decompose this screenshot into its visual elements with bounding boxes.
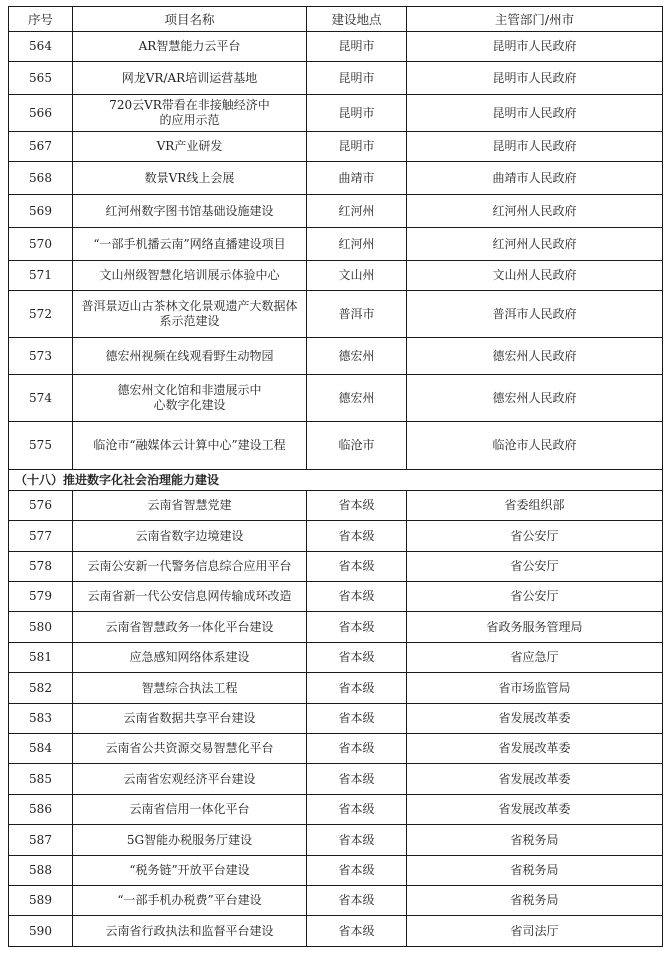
row-dept: 文山州人民政府	[407, 261, 663, 291]
row-site: 省本级	[307, 612, 407, 643]
row-name	[73, 195, 307, 228]
row-name	[73, 228, 307, 261]
row-site: 省本级	[307, 582, 407, 612]
row-dept: 省市场监管局	[407, 673, 663, 704]
row-name	[73, 95, 307, 132]
row-no: 580	[9, 612, 73, 643]
row-site: 省本级	[307, 795, 407, 825]
row-no: 572	[9, 291, 73, 338]
row-no: 570	[9, 228, 73, 261]
row-no: 569	[9, 195, 73, 228]
row-dept: 临沧市人民政府	[407, 422, 663, 470]
row-name: 智慧综合执法工程	[73, 673, 307, 704]
table-row	[9, 375, 663, 422]
row-dept: 昆明市人民政府	[407, 95, 663, 132]
row-no: 586	[9, 795, 73, 825]
row-name-text: 临沧市“融媒体云计算中心”建设工程	[93, 438, 286, 452]
row-name: 云南省新一代公安信息网传输成环改造	[73, 582, 307, 612]
row-dept: 省发展改革委	[407, 764, 663, 795]
table-row	[9, 734, 663, 764]
table-row	[9, 825, 663, 856]
table-row	[9, 228, 663, 261]
table-row	[9, 162, 663, 195]
row-dept: 红河州人民政府	[407, 228, 663, 261]
row-name-text: AR智慧能力云平台	[138, 39, 241, 53]
row-site: 省本级	[307, 886, 407, 916]
row-no: 583	[9, 704, 73, 734]
row-site: 省本级	[307, 643, 407, 673]
row-name-text: VR产业研发	[156, 139, 223, 153]
row-name: 云南省行政执法和监督平台建设	[73, 916, 307, 947]
row-name	[73, 162, 307, 195]
table-row	[9, 552, 663, 582]
table-row	[9, 582, 663, 612]
row-site: 省本级	[307, 552, 407, 582]
row-dept: 红河州人民政府	[407, 195, 663, 228]
row-site: 省本级	[307, 916, 407, 947]
row-name: 云南省数字边境建设	[73, 521, 307, 552]
table-row	[9, 916, 663, 947]
row-name-text: 普洱景迈山古茶林文化景观遗产大数据体系示范建设	[81, 299, 298, 328]
row-site: 省本级	[307, 856, 407, 886]
row-site: 德宏州	[307, 338, 407, 375]
table-row	[9, 491, 663, 521]
table-row	[9, 612, 663, 643]
table-row	[9, 856, 663, 886]
row-site: 省本级	[307, 673, 407, 704]
row-site: 红河州	[307, 195, 407, 228]
table-row	[9, 261, 663, 291]
section-title: （十八）推进数字化社会治理能力建设	[9, 470, 663, 491]
row-site: 昆明市	[307, 62, 407, 95]
row-dept: 昆明市人民政府	[407, 132, 663, 162]
row-name-text: 德宏州文化馆和非遗展示中心数字化建设	[117, 383, 262, 412]
row-dept: 省发展改革委	[407, 734, 663, 764]
project-table	[8, 6, 663, 947]
row-no: 571	[9, 261, 73, 291]
table-row	[9, 704, 663, 734]
row-site: 红河州	[307, 228, 407, 261]
row-dept: 省委组织部	[407, 491, 663, 521]
row-dept: 省司法厅	[407, 916, 663, 947]
row-no: 579	[9, 582, 73, 612]
row-no: 578	[9, 552, 73, 582]
row-dept: 省税务局	[407, 825, 663, 856]
row-name-text: 网龙VR/AR培训运营基地	[121, 70, 258, 85]
table-row	[9, 886, 663, 916]
row-no: 577	[9, 521, 73, 552]
table-row	[9, 521, 663, 552]
row-site: 普洱市	[307, 291, 407, 338]
row-name-text: 720云VR带看在非接触经济中的应用示范	[109, 98, 270, 127]
row-name	[73, 375, 307, 422]
row-site: 省本级	[307, 491, 407, 521]
row-site: 昆明市	[307, 95, 407, 132]
table-row	[9, 643, 663, 673]
row-no: 565	[9, 62, 73, 95]
row-site: 省本级	[307, 734, 407, 764]
row-dept: 省税务局	[407, 856, 663, 886]
row-name-text: 德宏州视频在线观看野生动物园	[105, 348, 274, 363]
row-dept: 省政务服务管理局	[407, 612, 663, 643]
row-name-text: 红河州数字图书馆基础设施建设	[105, 203, 274, 218]
row-name: 云南省数据共享平台建设	[73, 704, 307, 734]
row-dept: 省应急厅	[407, 643, 663, 673]
row-name: 云南省智慧政务一体化平台建设	[73, 612, 307, 643]
row-name: 云南省信用一体化平台	[73, 795, 307, 825]
row-no: 589	[9, 886, 73, 916]
row-site: 昆明市	[307, 132, 407, 162]
row-site: 昆明市	[307, 32, 407, 62]
row-dept: 昆明市人民政府	[407, 32, 663, 62]
row-no: 575	[9, 422, 73, 470]
table-row	[9, 422, 663, 470]
row-no: 590	[9, 916, 73, 947]
table-row	[9, 132, 663, 162]
row-no: 587	[9, 825, 73, 856]
table-row	[9, 673, 663, 704]
row-name	[73, 291, 307, 338]
project-table-wrapper	[8, 6, 662, 947]
row-name: 云南省公共资源交易智慧化平台	[73, 734, 307, 764]
row-dept: 省税务局	[407, 886, 663, 916]
row-name: 云南省智慧党建	[73, 491, 307, 521]
row-name	[73, 422, 307, 470]
row-site: 德宏州	[307, 375, 407, 422]
row-dept: 昆明市人民政府	[407, 62, 663, 95]
row-name: 云南公安新一代警务信息综合应用平台	[73, 552, 307, 582]
row-dept: 省公安厅	[407, 552, 663, 582]
table-row	[9, 338, 663, 375]
row-site: 省本级	[307, 764, 407, 795]
row-no: 574	[9, 375, 73, 422]
header-dept: 主管部门/州市	[407, 7, 663, 32]
row-name: 云南省宏观经济平台建设	[73, 764, 307, 795]
row-dept: 省公安厅	[407, 582, 663, 612]
section-heading-row	[9, 470, 663, 491]
row-no: 573	[9, 338, 73, 375]
row-site: 省本级	[307, 521, 407, 552]
row-site: 省本级	[307, 704, 407, 734]
header-name: 项目名称	[73, 7, 307, 32]
table-header-row	[9, 7, 663, 32]
row-no: 584	[9, 734, 73, 764]
row-name	[73, 132, 307, 162]
header-no: 序号	[9, 7, 73, 32]
table-row	[9, 195, 663, 228]
row-name	[73, 261, 307, 291]
row-dept: 普洱市人民政府	[407, 291, 663, 338]
row-no: 582	[9, 673, 73, 704]
row-no: 566	[9, 95, 73, 132]
table-row	[9, 62, 663, 95]
row-no: 581	[9, 643, 73, 673]
row-name: 5G智能办税服务厅建设	[73, 825, 307, 856]
row-name-text: “一部手机播云南”网络直播建设项目	[93, 236, 286, 251]
table-row	[9, 95, 663, 132]
row-name: “一部手机办税费”平台建设	[73, 886, 307, 916]
row-dept: 德宏州人民政府	[407, 338, 663, 375]
table-row	[9, 32, 663, 62]
row-site: 省本级	[307, 825, 407, 856]
row-no: 568	[9, 162, 73, 195]
row-no: 576	[9, 491, 73, 521]
row-name-text: 数景VR线上会展	[144, 170, 235, 185]
table-row	[9, 764, 663, 795]
row-name	[73, 62, 307, 95]
row-site: 文山州	[307, 261, 407, 291]
row-no: 588	[9, 856, 73, 886]
row-site: 曲靖市	[307, 162, 407, 195]
table-row	[9, 291, 663, 338]
row-dept: 德宏州人民政府	[407, 375, 663, 422]
row-no: 585	[9, 764, 73, 795]
row-name	[73, 338, 307, 375]
row-name: 应急感知网络体系建设	[73, 643, 307, 673]
row-no: 564	[9, 32, 73, 62]
table-row	[9, 795, 663, 825]
row-dept: 曲靖市人民政府	[407, 162, 663, 195]
row-dept: 省发展改革委	[407, 795, 663, 825]
row-dept: 省公安厅	[407, 521, 663, 552]
header-site: 建设地点	[307, 7, 407, 32]
row-no: 567	[9, 132, 73, 162]
row-name-text: 文山州级智慧化培训展示体验中心	[99, 268, 280, 282]
row-dept: 省发展改革委	[407, 704, 663, 734]
row-name: “税务链”开放平台建设	[73, 856, 307, 886]
row-name	[73, 32, 307, 62]
row-site: 临沧市	[307, 422, 407, 470]
